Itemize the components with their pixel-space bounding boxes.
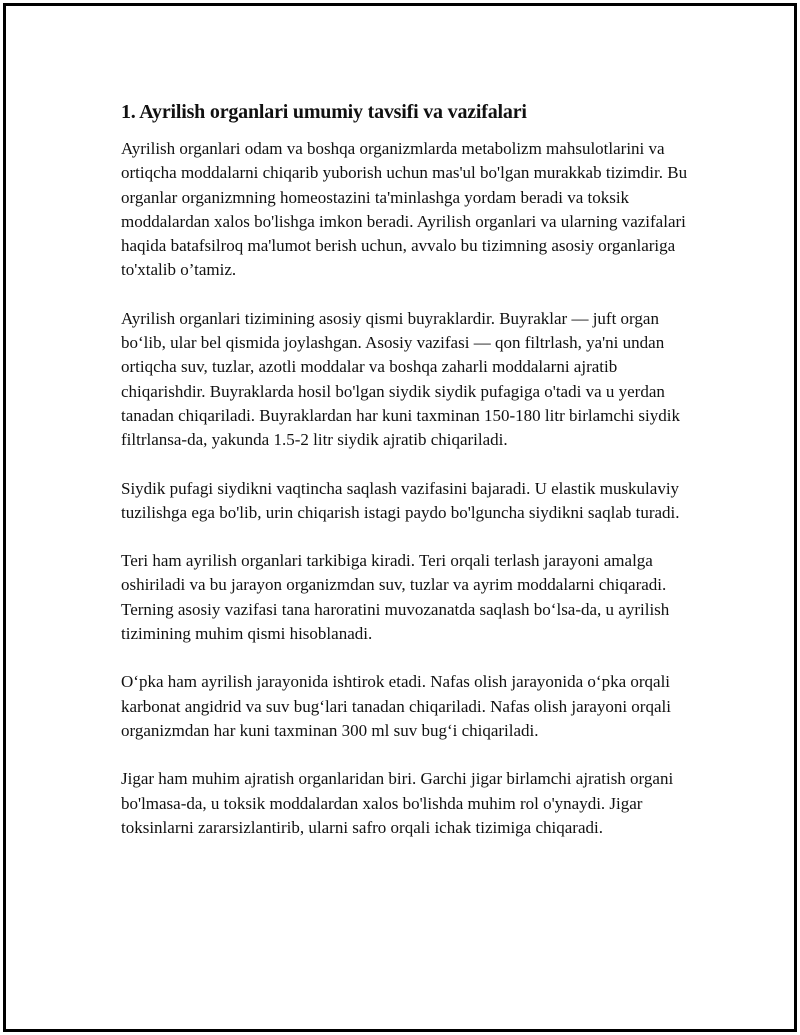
- page-frame: [3, 3, 797, 1032]
- paragraph-liver: Jigar ham muhim ajratish organlaridan biri. Garchi jigar birlamchi ajratish organi bo'lmasa-da, u toksik moddalardan xalos bo'lishda muhim rol o'ynaydi. Jigar toksinlarni zararsizlantirib, ularni safro orqali ichak tizimiga chiqaradi.: [121, 769, 674, 837]
- paragraph-lungs: O‘pka ham ayrilish jarayonida ishtirok etadi. Nafas olish jarayonida o‘pka orqali karbonat angidrid va suv bug‘lari tanadan chiqariladi. Nafas olish jarayoni orqali organizmdan har kuni taxminan 300 ml suv bug‘i chiqariladi.: [121, 672, 671, 740]
- paragraph-bladder: Siydik pufagi siydikni vaqtincha saqlash vazifasini bajaradi. U elastik muskulaviy tuzilishga ega bo'lib, urin chiqarish istagi paydo bo'lguncha siydikni saqlab turadi.: [121, 478, 680, 522]
- paragraph-kidneys: Ayrilish organlari tizimining asosiy qismi buyraklardir. Buyraklar — juft organ bo‘lib, ular bel qismida joylashgan. Asosiy vazifasi — qon filtrlash, ya'ni undan ortiqcha suv, tuzlar, azotli moddalar va boshqa zaharli moddalarni ajratib chiqarishdir. Buyraklarda hosil bo'lgan siydik siydik pufagiga o'tadi va u yerdan tanadan chiqariladi. Buyraklardan har kuni taxminan 150-180 litr birlamchi siydik filtrlansa-da, yakunda 1.5-2 litr siydik ajratib chiqariladi.: [121, 308, 680, 450]
- paragraph-skin: Teri ham ayrilish organlari tarkibiga kiradi. Teri orqali terlash jarayoni amalga oshiriladi va bu jarayon organizmdan suv, tuzlar va ayrim moddalarni chiqaradi. Terning asosiy vazifasi tana haroratini muvozanatda saqlash bo‘lsa-da, u ayrilish tizimining muhim qismi hisoblanadi.: [121, 551, 670, 644]
- document-body: [121, 96, 701, 864]
- section-heading: 1. Ayrilish organlari umumiy tavsifi va vazifalari: [121, 101, 527, 123]
- paragraph-intro: Ayrilish organlari odam va boshqa organizmlarda metabolizm mahsulotlarini va ortiqcha moddalarni chiqarib yuborish uchun mas'ul bo'lgan murakkab tizimdir. Bu organlar organizmning homeostazini ta'minlashga yordam beradi va toksik moddalardan xalos bo'lishga imkon beradi. Ayrilish organlari va ularning vazifalari haqida batafsilroq ma'lumot berish uchun, avvalo bu tizimning asosiy organlariga to'xtalib o’tamiz.: [121, 139, 688, 280]
